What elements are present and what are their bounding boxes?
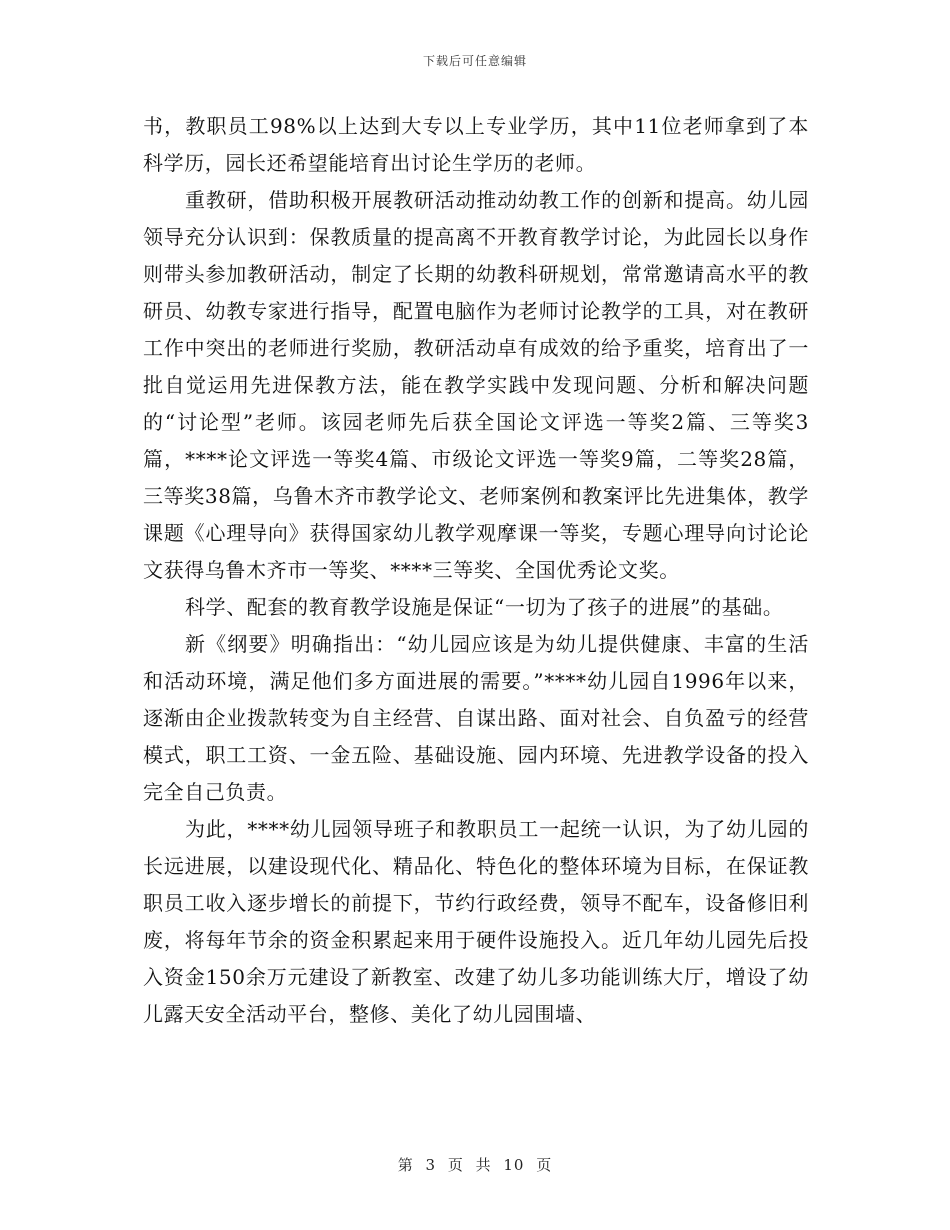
paragraph-3: 科学、配套的教育教学设施是保证“一切为了孩子的进展”的基础。 bbox=[185, 595, 784, 619]
paragraph-4: 新《纲要》明确指出：“幼儿园应该是为幼儿提供健康、丰富的生活和活动环境，满足他们多方面进展的需要。”****幼儿园自1996年以来，逐渐由企业拨款转变为自主经营、自谋出路、面对社会、自负盈亏的经营模式，职工工资、一金五险、基础设施、园内环境、先进教学设备的投入完全自己负责。 bbox=[143, 632, 809, 804]
document-body bbox=[143, 108, 809, 1033]
page-number: 第 3 页 共 10 页 bbox=[397, 1156, 553, 1174]
paragraph-2: 重教研，借助积极开展教研活动推动幼教工作的创新和提高。幼儿园领导充分认识到：保教质量的提高离不开教育教学讨论，为此园长以身作则带头参加教研活动，制定了长期的幼教科研规划，常常邀请高水平的教研员、幼教专家进行指导，配置电脑作为老师讨论教学的工具，对在教研工作中突出的老师进行奖励，教研活动卓有成效的给予重奖，培育出了一批自觉运用先进保教方法，能在教学实践中发现问题、分析和解决问题的“讨论型”老师。该园老师先后获全国论文评选一等奖2篇、三等奖3篇，****论文评选一等奖4篇、市级论文评选一等奖9篇，二等奖28篇，三等奖38篇，乌鲁木齐市教学论文、老师案例和教案评比先进集体，教学课题《心理导向》获得国家幼儿教学观摩课一等奖，专题心理导向讨论论文获得乌鲁木齐市一等奖、****三等奖、全国优秀论文奖。 bbox=[143, 188, 809, 582]
paragraph-1: 书，教职员工98%以上达到大专以上专业学历，其中11位老师拿到了本科学历，园长还希望能培育出讨论生学历的老师。 bbox=[143, 114, 809, 175]
header-note: 下载后可任意编辑 bbox=[422, 54, 527, 68]
paragraph-5: 为此，****幼儿园领导班子和教职员工一起统一认识，为了幼儿园的长远进展，以建设现代化、精品化、特色化的整体环境为目标，在保证教职员工收入逐步增长的前提下，节约行政经费，领导不配车，设备修旧利废，将每年节余的资金积累起来用于硬件设施投入。近几年幼儿园先后投入资金150余万元建设了新教室、改建了幼儿多功能训练大厅，增设了幼儿露天安全活动平台，整修、美化了幼儿园围墙、 bbox=[143, 817, 809, 1026]
